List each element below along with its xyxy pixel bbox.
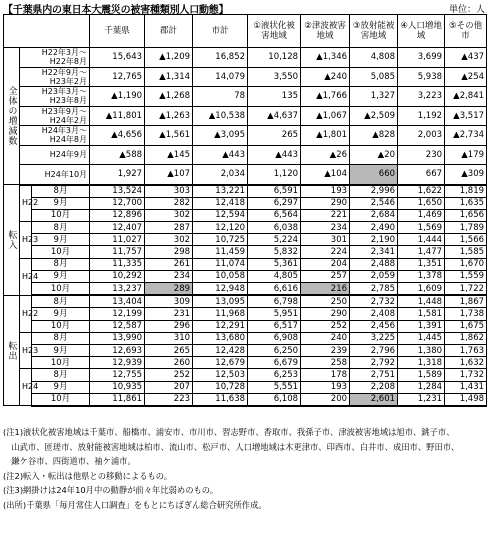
column-header: 郡計: [145, 15, 193, 48]
column-header: ③放射能被害地域: [350, 15, 398, 48]
month-label: 9月: [32, 197, 90, 209]
table-row: [4, 126, 487, 146]
value-cell: 234: [145, 270, 193, 282]
value-cell: 1,656: [445, 209, 487, 221]
footnotes: [3, 425, 489, 512]
value-cell: 1,284: [398, 381, 445, 393]
value-cell: 10,128: [248, 48, 301, 68]
value-cell: 207: [145, 381, 193, 393]
value-cell: 302: [145, 209, 193, 221]
value-cell: 5,951: [248, 308, 301, 320]
value-cell: 6,250: [248, 344, 301, 356]
value-cell: 287: [145, 222, 193, 234]
value-cell: 4,808: [350, 48, 398, 68]
value-cell: 260: [145, 357, 193, 369]
value-cell: 11,074: [193, 258, 248, 270]
period-label: [20, 106, 90, 126]
value-cell: 11,027: [90, 234, 145, 246]
period-label: [20, 87, 90, 107]
value-cell: 1,327: [350, 87, 398, 107]
value-cell: 296: [145, 320, 193, 332]
period-text: H24年10月: [44, 169, 88, 179]
section-label-in: 転入: [4, 185, 20, 296]
value-cell: 12,594: [193, 209, 248, 221]
value-cell: 2,751: [350, 369, 398, 381]
value-cell: 14,079: [193, 67, 248, 87]
period-label: [20, 145, 90, 165]
value-cell: 2,601: [350, 393, 398, 406]
value-cell: ▲4,637: [248, 106, 301, 126]
value-cell: 12,679: [193, 357, 248, 369]
value-cell: 250: [301, 295, 350, 308]
value-cell: 1,789: [445, 222, 487, 234]
period-text: H22年9月～: [41, 67, 88, 77]
value-cell: 216: [301, 283, 350, 296]
value-cell: 5,551: [248, 381, 301, 393]
value-cell: ▲1,209: [145, 48, 193, 68]
value-cell: 2,003: [398, 126, 445, 146]
value-cell: ▲2,734: [445, 126, 487, 146]
value-cell: 282: [145, 197, 193, 209]
value-cell: 12,418: [193, 197, 248, 209]
value-cell: 1,444: [398, 234, 445, 246]
value-cell: ▲443: [248, 145, 301, 165]
table-row: [4, 165, 487, 185]
value-cell: 2,490: [350, 222, 398, 234]
value-cell: 1,498: [445, 393, 487, 406]
value-cell: 12,896: [90, 209, 145, 221]
value-cell: 10,728: [193, 381, 248, 393]
value-cell: ▲4,656: [90, 126, 145, 146]
value-cell: 1,609: [398, 283, 445, 296]
footnote-line: (注1)液状化被害地域は千葉市、船橋市、浦安市、市川市、習志野市、香取市、我孫子市、津波被害地域は旭市、銚子市、: [3, 427, 455, 437]
value-cell: ▲10,538: [193, 106, 248, 126]
value-cell: 10,725: [193, 234, 248, 246]
value-cell: 2,059: [350, 270, 398, 282]
year-label: H24: [20, 369, 32, 406]
month-label: 10月: [32, 320, 90, 332]
period-text: H24年9月: [49, 150, 88, 160]
value-cell: ▲1,263: [145, 106, 193, 126]
value-cell: 1,632: [445, 357, 487, 369]
value-cell: 11,335: [90, 258, 145, 270]
value-cell: 2,732: [350, 295, 398, 308]
value-cell: 252: [301, 320, 350, 332]
table-row: [4, 369, 487, 381]
month-label: 8月: [32, 258, 90, 270]
value-cell: 2,488: [350, 258, 398, 270]
table-row: [4, 357, 487, 369]
value-cell: 2,792: [350, 357, 398, 369]
value-cell: 12,199: [90, 308, 145, 320]
population-table: [3, 14, 487, 407]
value-cell: 1,231: [398, 393, 445, 406]
table-row: [4, 209, 487, 221]
value-cell: 5,224: [248, 234, 301, 246]
value-cell: 5,085: [350, 67, 398, 87]
value-cell: 1,763: [445, 344, 487, 356]
value-cell: ▲1,766: [301, 87, 350, 107]
table-row: [4, 106, 487, 126]
month-label: 10月: [32, 393, 90, 406]
value-cell: ▲309: [445, 165, 487, 185]
table-row: [4, 332, 487, 344]
value-cell: 11,861: [90, 393, 145, 406]
value-cell: 1,862: [445, 332, 487, 344]
value-cell: 78: [193, 87, 248, 107]
value-cell: 1,378: [398, 270, 445, 282]
table-row: [4, 258, 487, 270]
value-cell: ▲104: [301, 165, 350, 185]
table-row: [4, 145, 487, 165]
table-row: [4, 283, 487, 296]
value-cell: 1,431: [445, 381, 487, 393]
value-cell: 16,852: [193, 48, 248, 68]
month-label: 8月: [32, 332, 90, 344]
table-row: [4, 222, 487, 234]
column-header: 千葉県: [90, 15, 145, 48]
month-label: 8月: [32, 185, 90, 198]
value-cell: 239: [301, 344, 350, 356]
footnote-line: (出所)千葉県「毎月常住人口調査」をもとにちばぎん総合研究所作成。: [3, 499, 267, 510]
value-cell: 13,221: [193, 185, 248, 198]
month-label: 9月: [32, 308, 90, 320]
value-cell: 303: [145, 185, 193, 198]
value-cell: ▲443: [193, 145, 248, 165]
value-cell: 178: [301, 369, 350, 381]
value-cell: ▲1,314: [145, 67, 193, 87]
month-label: 9月: [32, 344, 90, 356]
value-cell: 1,650: [398, 197, 445, 209]
table-row: [4, 67, 487, 87]
value-cell: 193: [301, 381, 350, 393]
value-cell: 252: [145, 369, 193, 381]
value-cell: ▲1,561: [145, 126, 193, 146]
period-text: H22年8月: [49, 57, 88, 67]
value-cell: 1,391: [398, 320, 445, 332]
column-header: 市計: [193, 15, 248, 48]
value-cell: 1,469: [398, 209, 445, 221]
value-cell: 1,635: [445, 197, 487, 209]
value-cell: 223: [145, 393, 193, 406]
value-cell: 1,738: [445, 308, 487, 320]
value-cell: ▲179: [445, 145, 487, 165]
value-cell: 234: [301, 222, 350, 234]
period-text: H24年8月: [49, 135, 88, 145]
month-label: 8月: [32, 369, 90, 381]
value-cell: 12,428: [193, 344, 248, 356]
header-row: [4, 15, 487, 48]
value-cell: 257: [301, 270, 350, 282]
value-cell: 310: [145, 332, 193, 344]
value-cell: 2,684: [350, 209, 398, 221]
year-label: H23: [20, 332, 32, 369]
value-cell: 1,675: [445, 320, 487, 332]
value-cell: 1,559: [445, 270, 487, 282]
table-row: [4, 344, 487, 356]
value-cell: ▲11,801: [90, 106, 145, 126]
value-cell: 11,459: [193, 246, 248, 258]
value-cell: 5,832: [248, 246, 301, 258]
value-cell: ▲1,801: [301, 126, 350, 146]
table-row: [4, 295, 487, 308]
period-text: H23年3月～: [41, 87, 88, 97]
value-cell: 221: [301, 209, 350, 221]
value-cell: 6,297: [248, 197, 301, 209]
month-label: 10月: [32, 283, 90, 296]
value-cell: 2,408: [350, 308, 398, 320]
month-label: 8月: [32, 295, 90, 308]
value-cell: 5,938: [398, 67, 445, 87]
value-cell: 6,679: [248, 357, 301, 369]
value-cell: 1,566: [445, 234, 487, 246]
value-cell: 1,867: [445, 295, 487, 308]
value-cell: ▲107: [145, 165, 193, 185]
column-header: ①液状化被害地域: [248, 15, 301, 48]
value-cell: 1,585: [445, 246, 487, 258]
value-cell: 660: [350, 165, 398, 185]
value-cell: 1,581: [398, 308, 445, 320]
value-cell: 6,564: [248, 209, 301, 221]
value-cell: 1,589: [398, 369, 445, 381]
value-cell: 1,569: [398, 222, 445, 234]
value-cell: 3,225: [350, 332, 398, 344]
value-cell: ▲1,268: [145, 87, 193, 107]
table-row: [4, 308, 487, 320]
section-label-total: 全体の増減数: [4, 48, 20, 185]
value-cell: 12,700: [90, 197, 145, 209]
value-cell: ▲254: [445, 67, 487, 87]
value-cell: ▲828: [350, 126, 398, 146]
value-cell: 6,616: [248, 283, 301, 296]
value-cell: 265: [145, 344, 193, 356]
value-cell: 11,968: [193, 308, 248, 320]
value-cell: ▲1,067: [301, 106, 350, 126]
value-cell: 5,361: [248, 258, 301, 270]
value-cell: 12,948: [193, 283, 248, 296]
period-label: [20, 67, 90, 87]
value-cell: 200: [301, 393, 350, 406]
value-cell: 12,120: [193, 222, 248, 234]
year-label: H22: [20, 185, 32, 222]
value-cell: 2,785: [350, 283, 398, 296]
table-title: 【千葉県内の東日本大震災の被害種類別人口動態】: [3, 5, 229, 16]
value-cell: 667: [398, 165, 445, 185]
value-cell: 6,038: [248, 222, 301, 234]
month-label: 10月: [32, 209, 90, 221]
value-cell: 258: [301, 357, 350, 369]
table-row: [4, 270, 487, 282]
value-cell: 3,550: [248, 67, 301, 87]
value-cell: ▲26: [301, 145, 350, 165]
value-cell: 1,120: [248, 165, 301, 185]
value-cell: 12,939: [90, 357, 145, 369]
period-label: [20, 48, 90, 68]
period-text: H24年2月: [49, 115, 88, 125]
footnote-line: (注3)網掛けは24年10月中の動静が前々年比弱めのもの。: [3, 485, 219, 495]
value-cell: 2,208: [350, 381, 398, 393]
value-cell: ▲240: [301, 67, 350, 87]
value-cell: 2,546: [350, 197, 398, 209]
value-cell: 1,192: [398, 106, 445, 126]
value-cell: 6,798: [248, 295, 301, 308]
value-cell: 289: [145, 283, 193, 296]
value-cell: 6,591: [248, 185, 301, 198]
value-cell: 10,292: [90, 270, 145, 282]
value-cell: 135: [248, 87, 301, 107]
period-label: [20, 165, 90, 185]
value-cell: 193: [301, 185, 350, 198]
table-row: [4, 234, 487, 246]
value-cell: 1,670: [445, 258, 487, 270]
value-cell: 3,699: [398, 48, 445, 68]
value-cell: 1,318: [398, 357, 445, 369]
value-cell: 13,237: [90, 283, 145, 296]
value-cell: ▲3,095: [193, 126, 248, 146]
value-cell: 12,755: [90, 369, 145, 381]
value-cell: ▲1,346: [301, 48, 350, 68]
footnote-line: (注2)転入・転出は他県との移動によるもの。: [3, 470, 173, 481]
value-cell: 261: [145, 258, 193, 270]
value-cell: 12,765: [90, 67, 145, 87]
value-cell: 6,108: [248, 393, 301, 406]
period-label: [20, 126, 90, 146]
value-cell: 13,680: [193, 332, 248, 344]
value-cell: 12,503: [193, 369, 248, 381]
value-cell: ▲1,190: [90, 87, 145, 107]
value-cell: 302: [145, 234, 193, 246]
value-cell: 15,643: [90, 48, 145, 68]
period-text: H23年8月: [49, 96, 88, 106]
period-text: H23年2月: [49, 76, 88, 86]
value-cell: 230: [398, 145, 445, 165]
value-cell: 12,291: [193, 320, 248, 332]
column-header: ②津波被害地域: [301, 15, 350, 48]
value-cell: 6,517: [248, 320, 301, 332]
value-cell: 4,805: [248, 270, 301, 282]
value-cell: 3,223: [398, 87, 445, 107]
value-cell: ▲3,517: [445, 106, 487, 126]
value-cell: 2,034: [193, 165, 248, 185]
value-cell: 12,693: [90, 344, 145, 356]
value-cell: ▲588: [90, 145, 145, 165]
value-cell: 2,456: [350, 320, 398, 332]
value-cell: 6,253: [248, 369, 301, 381]
period-text: H24年3月～: [41, 126, 88, 136]
table-row: [4, 185, 487, 198]
value-cell: ▲20: [350, 145, 398, 165]
value-cell: 13,990: [90, 332, 145, 344]
value-cell: ▲2,509: [350, 106, 398, 126]
section-label-out: 転出: [4, 295, 20, 406]
value-cell: 6,908: [248, 332, 301, 344]
value-cell: 2,341: [350, 246, 398, 258]
value-cell: 1,622: [398, 185, 445, 198]
value-cell: 2,796: [350, 344, 398, 356]
value-cell: 1,722: [445, 283, 487, 296]
value-cell: 224: [301, 246, 350, 258]
value-cell: 1,477: [398, 246, 445, 258]
value-cell: 1,351: [398, 258, 445, 270]
value-cell: 10,058: [193, 270, 248, 282]
value-cell: 204: [301, 258, 350, 270]
column-header: ⑤その他市: [445, 15, 487, 48]
value-cell: 298: [145, 246, 193, 258]
value-cell: 1,380: [398, 344, 445, 356]
value-cell: 13,095: [193, 295, 248, 308]
value-cell: 290: [301, 197, 350, 209]
value-cell: 301: [301, 234, 350, 246]
month-label: 10月: [32, 246, 90, 258]
year-label: H24: [20, 258, 32, 295]
value-cell: ▲437: [445, 48, 487, 68]
footnote-line: 鎌ケ谷市、四街道市、袖ケ浦市。: [3, 456, 136, 466]
value-cell: 2,996: [350, 185, 398, 198]
footnote-line: 山武市、匝瑳市、放射能被害地域は柏市、流山市、松戸市、人口増地域は木更津市、印西市、白井市、成田市、野田市、: [3, 441, 460, 452]
value-cell: 12,407: [90, 222, 145, 234]
table-row: [4, 197, 487, 209]
table-row: [4, 320, 487, 332]
value-cell: 231: [145, 308, 193, 320]
value-cell: 1,927: [90, 165, 145, 185]
value-cell: 1,732: [445, 369, 487, 381]
value-cell: ▲2,841: [445, 87, 487, 107]
year-label: H22: [20, 295, 32, 332]
year-label: H23: [20, 222, 32, 259]
value-cell: ▲145: [145, 145, 193, 165]
unit-label: 単位：人: [448, 5, 485, 15]
value-cell: 11,757: [90, 246, 145, 258]
value-cell: 13,404: [90, 295, 145, 308]
value-cell: 290: [301, 308, 350, 320]
month-label: 9月: [32, 270, 90, 282]
table-row: [4, 393, 487, 406]
value-cell: 1,445: [398, 332, 445, 344]
table-row: [4, 48, 487, 68]
table-row: [4, 246, 487, 258]
value-cell: 265: [248, 126, 301, 146]
value-cell: 11,638: [193, 393, 248, 406]
month-label: 9月: [32, 234, 90, 246]
corner-cell: [4, 15, 90, 48]
value-cell: 12,587: [90, 320, 145, 332]
value-cell: 1,819: [445, 185, 487, 198]
value-cell: 10,935: [90, 381, 145, 393]
value-cell: 13,524: [90, 185, 145, 198]
period-text: H23年9月～: [41, 106, 88, 116]
value-cell: 2,190: [350, 234, 398, 246]
value-cell: 240: [301, 332, 350, 344]
table-row: [4, 381, 487, 393]
value-cell: 309: [145, 295, 193, 308]
month-label: 10月: [32, 357, 90, 369]
column-header: ④人口増地域: [398, 15, 445, 48]
period-text: H22年3月～: [41, 48, 88, 58]
value-cell: 1,448: [398, 295, 445, 308]
month-label: 9月: [32, 381, 90, 393]
table-row: [4, 87, 487, 107]
month-label: 8月: [32, 222, 90, 234]
